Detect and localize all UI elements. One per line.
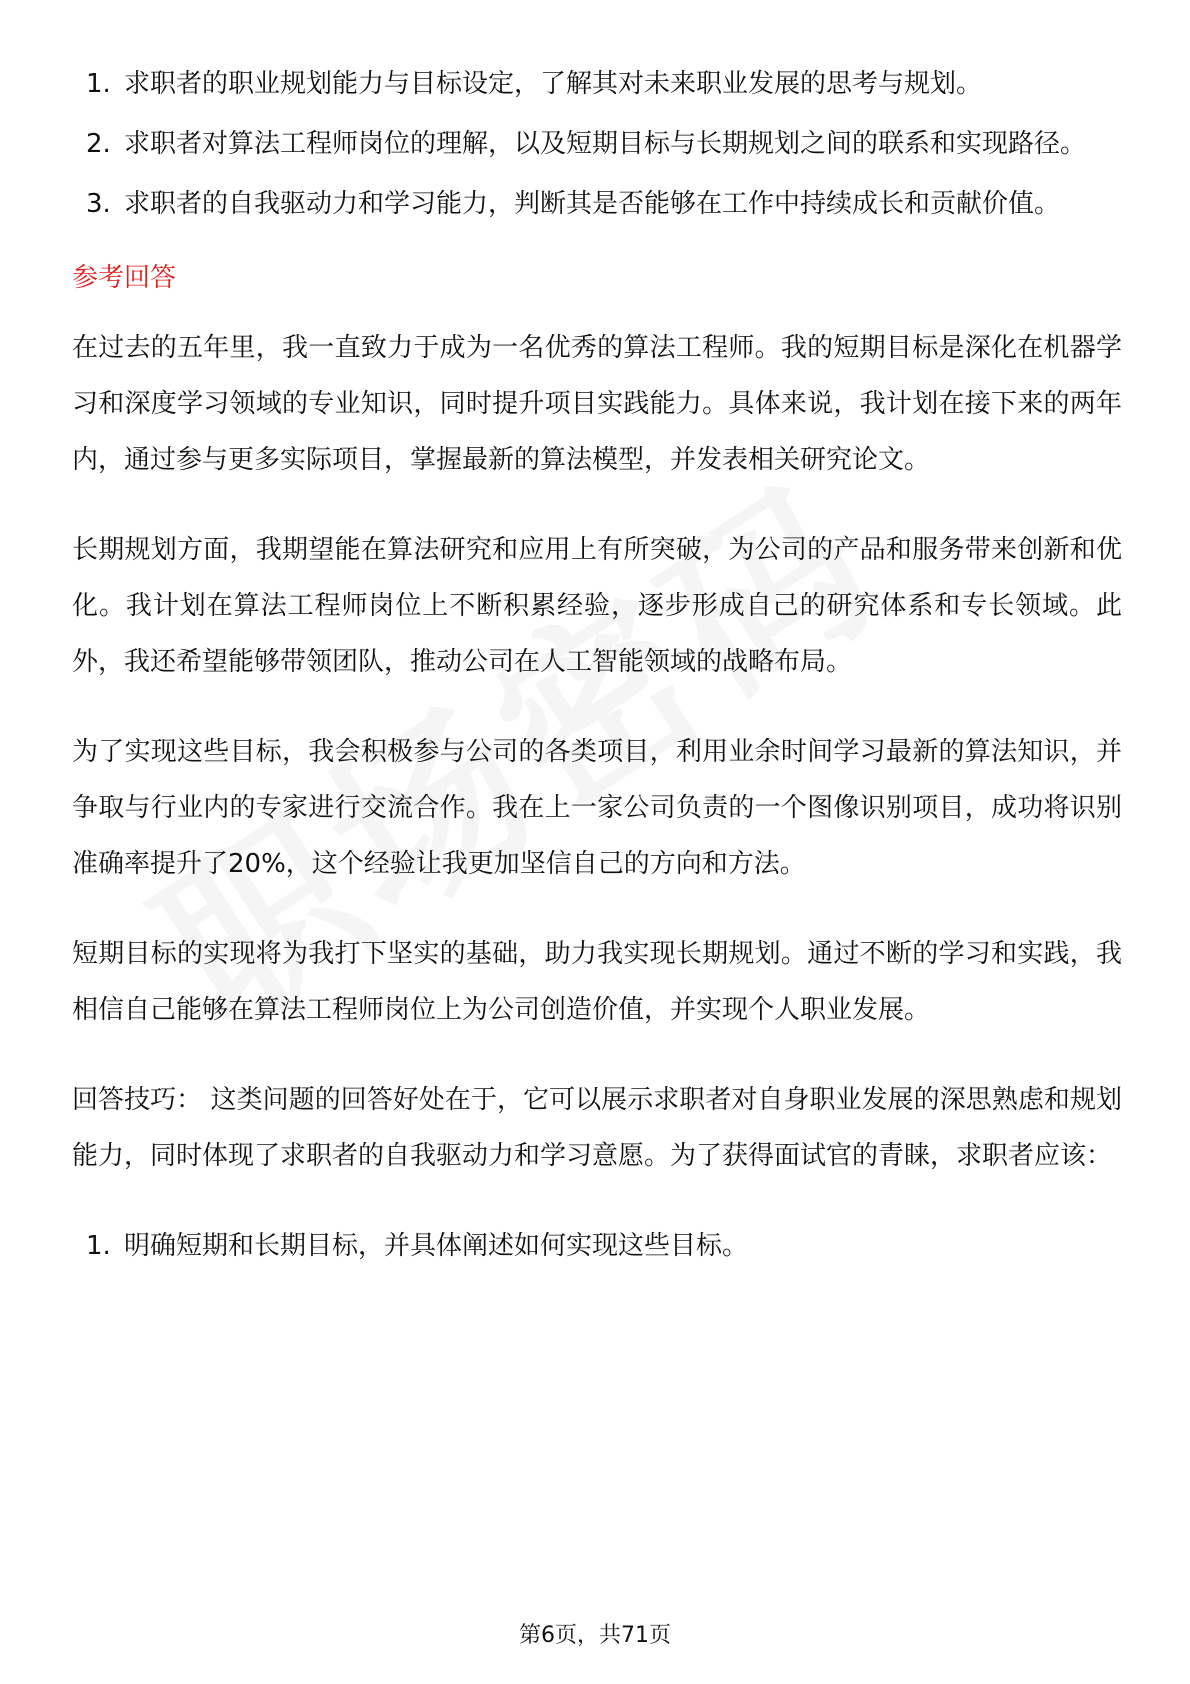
list-item (72, 176, 1122, 232)
section-title: 参考回答 (72, 263, 177, 293)
list-item (72, 116, 1122, 172)
list-item (72, 1218, 1122, 1274)
list-item (72, 56, 1122, 112)
paragraph: 短期目标的实现将为我打下坚实的基础，助力我实现长期规划。通过不断的学习和实践，我相信自己能够在算法工程师岗位上为公司创造价值，并实现个人职业发展。 (72, 939, 1122, 1025)
list-item-text: 求职者对算法工程师岗位的理解，以及短期目标与长期规划之间的联系和实现路径。 (124, 129, 1087, 159)
paragraph: 长期规划方面，我期望能在算法研究和应用上有所突破，为公司的产品和服务带来创新和优化。我计划在算法工程师岗位上不断积累经验，逐步形成自己的研究体系和专长领域。此外，我还希望能够带领团队，推动公司在人工智能领域的战略布局。 (72, 535, 1122, 677)
answer-tips-paragraph: 回答技巧： 这类问题的回答好处在于，它可以展示求职者对自身职业发展的深思熟虑和规划能力，同时体现了求职者的自我驱动力和学习意愿。为了获得面试官的青睐，求职者应该： (72, 1085, 1122, 1171)
paragraph: 在过去的五年里，我一直致力于成为一名优秀的算法工程师。我的短期目标是深化在机器学习和深度学习领域的专业知识，同时提升项目实践能力。具体来说，我计划在接下来的两年内，通过参与更多实际项目，掌握最新的算法模型，并发表相关研究论文。 (72, 333, 1122, 475)
page-content (72, 56, 1122, 1278)
list-item-number: 1. (86, 69, 111, 99)
list-item-number: 3. (86, 189, 111, 219)
evaluation-points-list (72, 56, 1122, 232)
tips-list (72, 1218, 1122, 1274)
list-item-number: 1. (86, 1231, 111, 1261)
list-item-text: 明确短期和长期目标，并具体阐述如何实现这些目标。 (124, 1231, 749, 1261)
list-item-number: 2. (86, 129, 111, 159)
list-item-text: 求职者的职业规划能力与目标设定，了解其对未来职业发展的思考与规划。 (124, 69, 983, 99)
page-footer: 第6页，共71页 (519, 1623, 671, 1648)
paragraph: 为了实现这些目标，我会积极参与公司的各类项目，利用业余时间学习最新的算法知识，并争取与行业内的专家进行交流合作。我在上一家公司负责的一个图像识别项目，成功将识别准确率提升了20%，这个经验让我更加坚信自己的方向和方法。 (72, 737, 1122, 879)
list-item-text: 求职者的自我驱动力和学习能力，判断其是否能够在工作中持续成长和贡献价值。 (124, 189, 1061, 219)
